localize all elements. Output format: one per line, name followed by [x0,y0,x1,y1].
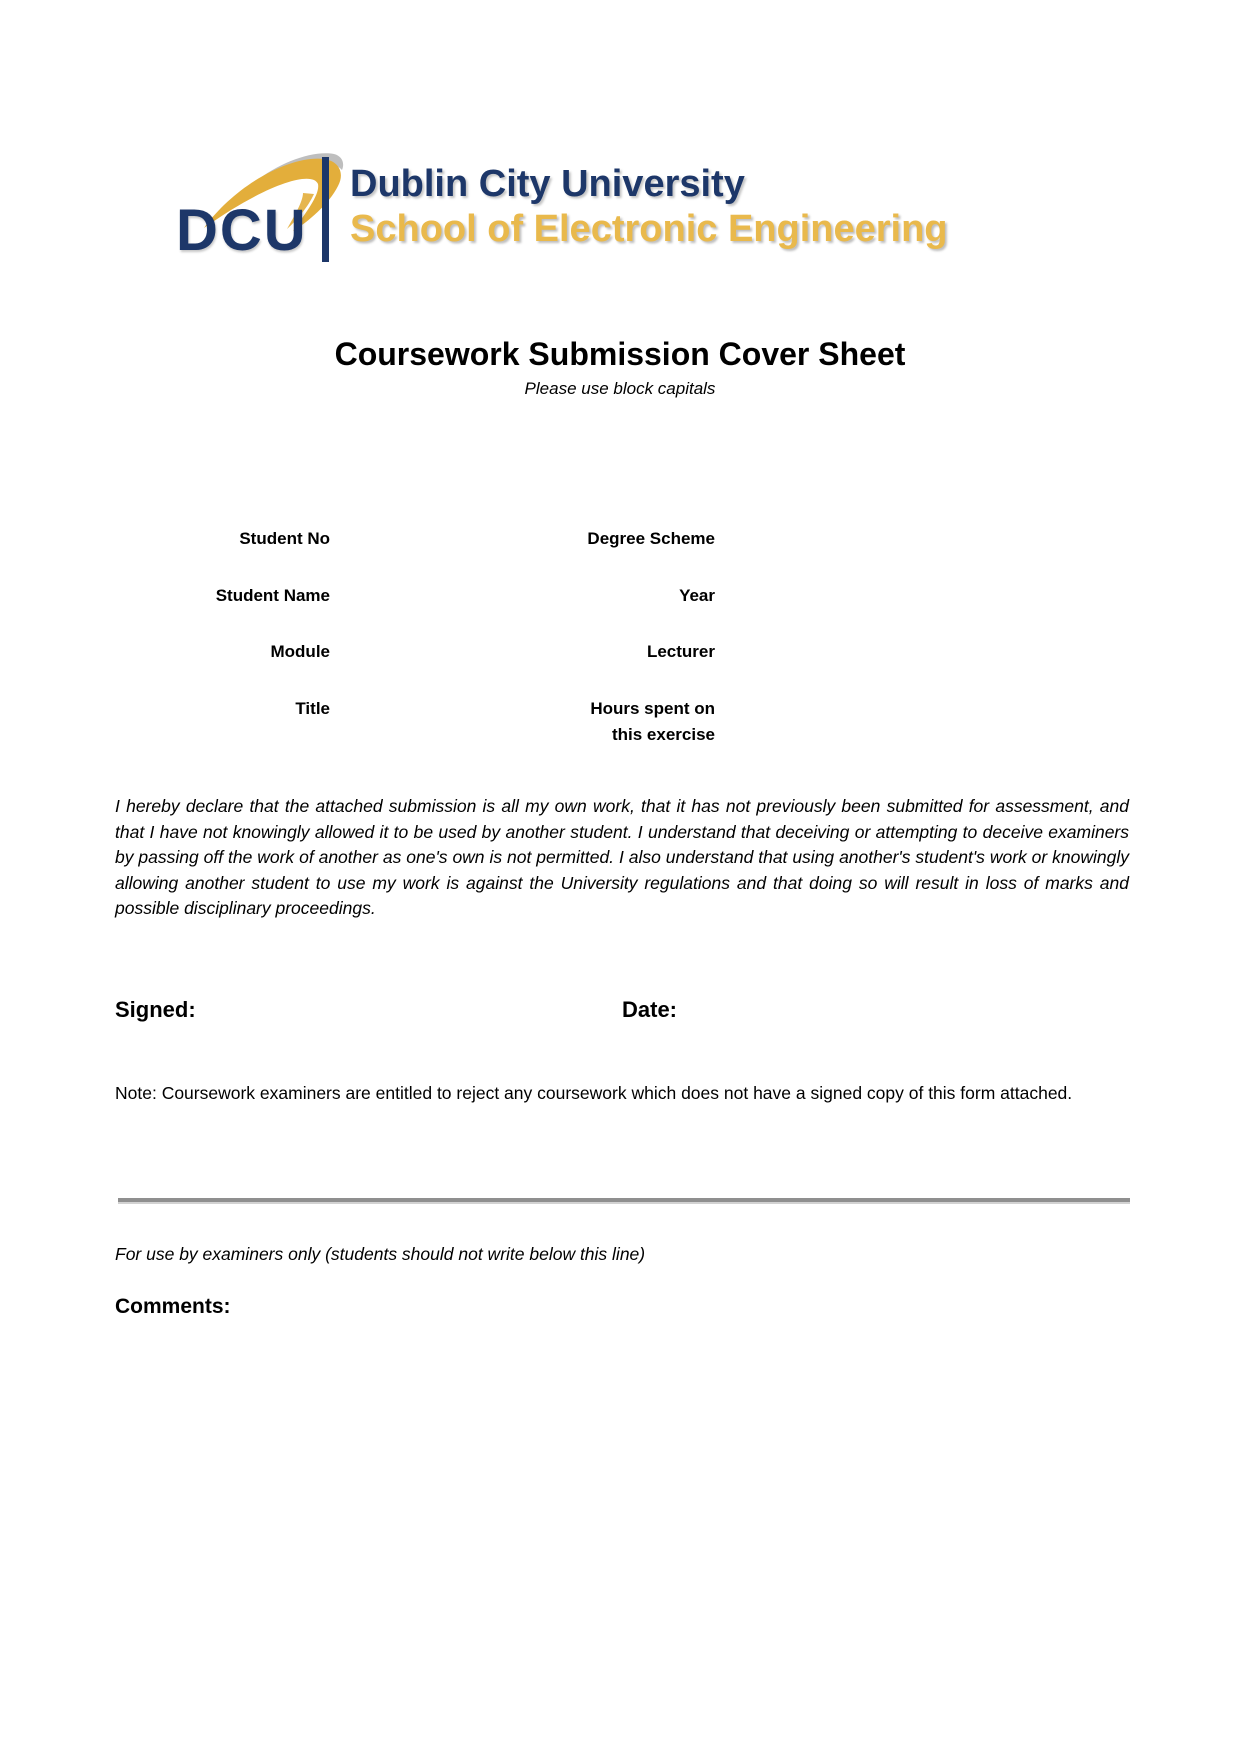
label-hours-line2: this exercise [611,725,715,744]
label-degree-scheme: Degree Scheme [587,529,715,548]
examiners-only-line: For use by examiners only (students should not write below this line) [115,1244,646,1264]
label-year: Year [679,586,715,605]
declaration-paragraph: I hereby declare that the attached submission is all my own work, that it has not previously been submitted for assessment, and that I have not knowingly allowed it to be used by another student. I understand that deceiving or attempting to deceive examiners by passing off the work of another as one's own is not permitted. I also understand that using another's student's work or knowingly allowing another student to use my work is against the University regulations and that doing so will result in loss of marks and possible disciplinary proceedings. [115,796,1129,918]
comments-label: Comments: [115,1295,231,1318]
school-name: School of Electronic Engineering [350,208,948,250]
page-title: Coursework Submission Cover Sheet [334,336,906,372]
label-title: Title [295,699,330,718]
dcu-logo-text: DCU [176,198,308,263]
label-lecturer: Lecturer [646,642,715,661]
university-name: Dublin City University [350,163,745,205]
label-hours-line1: Hours spent on [590,699,715,718]
date-label: Date: [622,997,678,1022]
label-module: Module [270,642,330,661]
logo-divider-bar [322,157,329,262]
section-divider-rule [118,1198,1130,1204]
label-student-name: Student Name [215,586,330,605]
signed-label: Signed: [115,997,196,1022]
note-paragraph: Note: Coursework examiners are entitled to reject any coursework which does not have a signed copy of this form attached. [115,1083,1073,1103]
page-subtitle: Please use block capitals [524,379,716,398]
label-student-no: Student No [239,529,330,548]
